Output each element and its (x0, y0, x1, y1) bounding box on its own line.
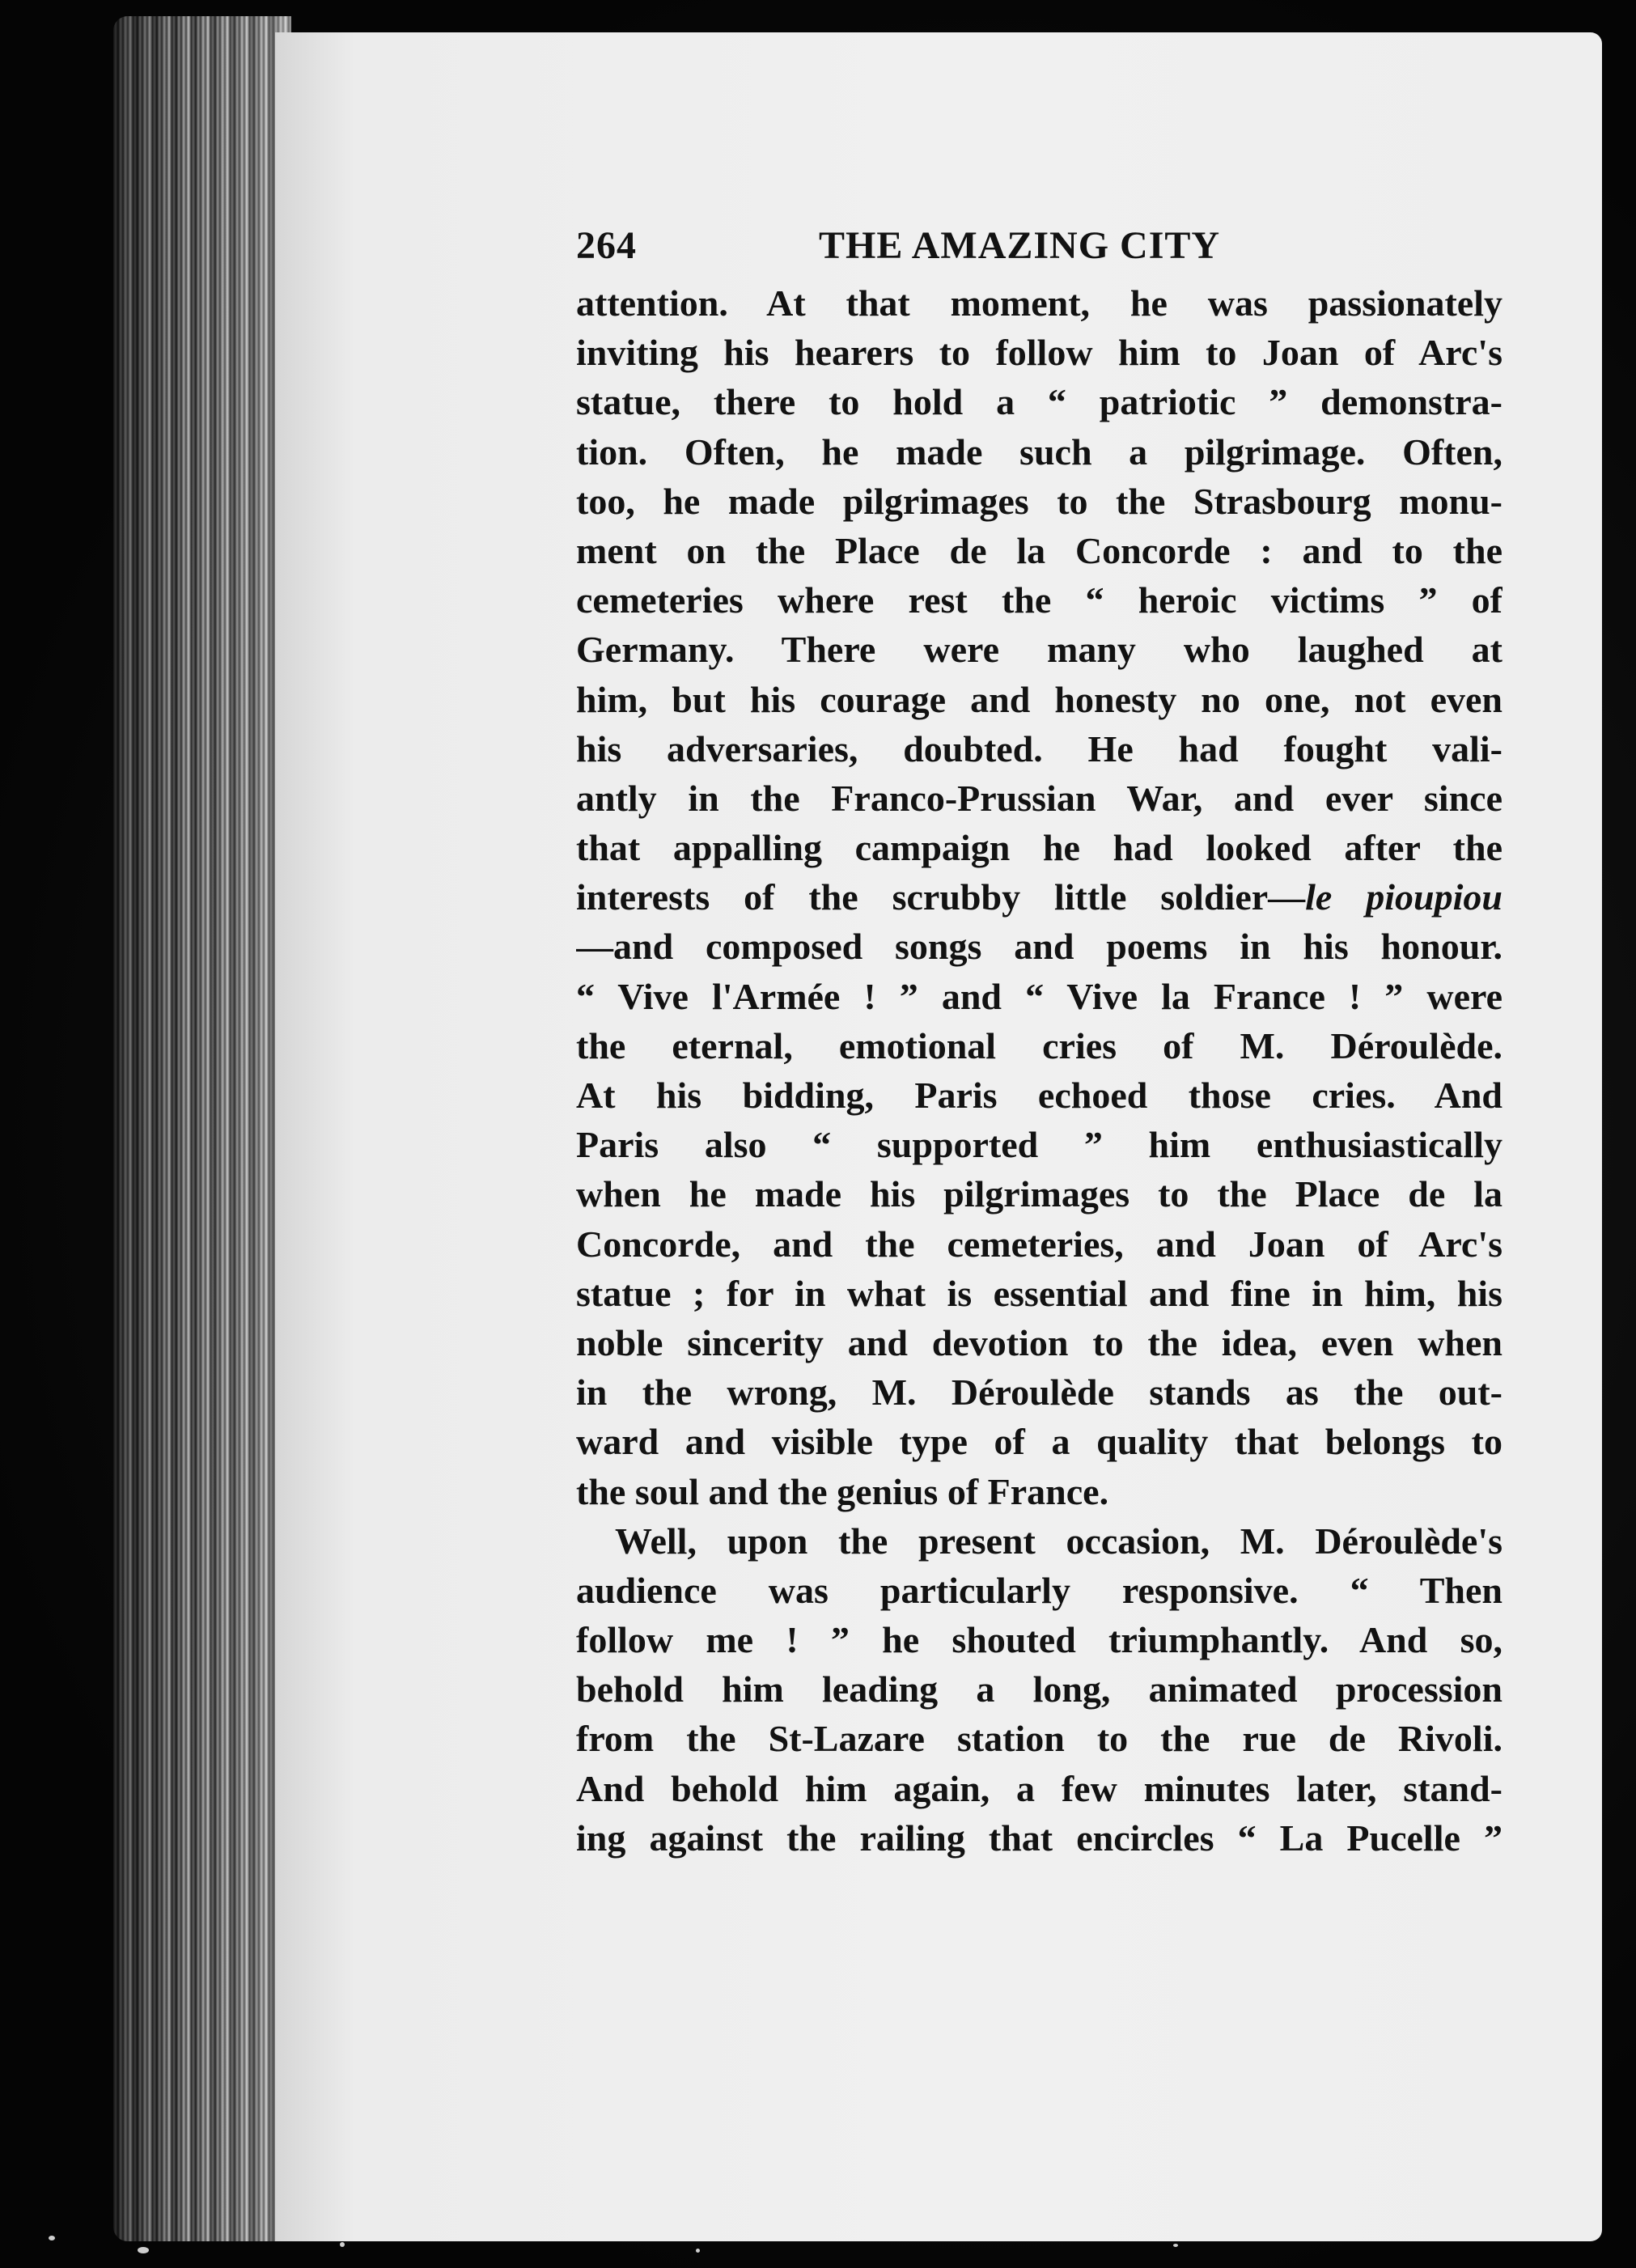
text-line: tion. Often, he made such a pilgrimage. Often, (576, 430, 1502, 473)
text-line: audience was particularly responsive. “ Then (576, 1569, 1502, 1611)
text-line: ment on the Place de la Concorde : and to the (576, 529, 1502, 571)
text-line-segment: interests of the scrubby little soldier— (576, 876, 1306, 918)
text-line: At his bidding, Paris echoed those cries. And (576, 1075, 1502, 1116)
text-line: cemeteries where rest the “ heroic victims ” of (576, 579, 1502, 621)
text-line-with-italic (576, 872, 1502, 922)
body-text (576, 278, 1502, 1863)
text-line: inviting his hearers to follow him to Joan of Arc's (576, 332, 1502, 374)
dust-speck (1173, 2244, 1178, 2247)
book-page-edges (113, 16, 291, 2241)
text-line: statue ; for in what is essential and fine in him, his (576, 1272, 1502, 1314)
text-line: Concorde, and the cemeteries, and Joan of Arc's (576, 1223, 1502, 1265)
text-line: when he made his pilgrimages to the Place de la (576, 1173, 1502, 1215)
text-line: his adversaries, doubted. He had fought vali- (576, 727, 1502, 769)
text-line: attention. At that moment, he was passionately (576, 282, 1502, 324)
text-line: the eternal, emotional cries of M. Déroulède. (576, 1024, 1502, 1066)
text-line: antly in the Franco-Prussian War, and ever since (576, 777, 1502, 819)
text-line: noble sincerity and devotion to the idea, even when (576, 1321, 1502, 1363)
scan-dust-specks (0, 2219, 1636, 2268)
text-line: behold him leading a long, animated procession (576, 1668, 1502, 1711)
page-text-block (576, 218, 1502, 1863)
text-line: too, he made pilgrimages to the Strasbourg monu- (576, 480, 1502, 522)
text-line: in the wrong, M. Déroulède stands as the out- (576, 1371, 1502, 1414)
text-line: —and composed songs and poems in his honour. (576, 926, 1502, 968)
dust-speck (340, 2242, 345, 2247)
dust-speck (138, 2247, 149, 2253)
text-line: Germany. There were many who laughed at (576, 629, 1502, 671)
running-title: THE AMAZING CITY (819, 224, 1221, 267)
page-number: 264 (576, 224, 637, 267)
text-line: ing against the railing that encircles “ La Pucelle ” (576, 1817, 1502, 1859)
text-line: follow me ! ” he shouted triumphantly. And so, (576, 1619, 1502, 1661)
text-line: And behold him again, a few minutes later, stand- (576, 1767, 1502, 1809)
text-line: “ Vive l'Armée ! ” and “ Vive la France ! ” were (576, 975, 1502, 1017)
running-head (576, 218, 1502, 275)
text-line: Paris also “ supported ” him enthusiastically (576, 1124, 1502, 1166)
text-line: that appalling campaign he had looked after the (576, 827, 1502, 869)
text-line: from the St-Lazare station to the rue de Rivoli. (576, 1718, 1502, 1760)
text-line: statue, there to hold a “ patriotic ” demonstra- (576, 381, 1502, 423)
italic-phrase: le pioupiou (1305, 876, 1502, 918)
dust-speck (696, 2249, 700, 2253)
text-line: Well, upon the present occasion, M. Déroulède's (615, 1520, 1502, 1562)
text-line: him, but his courage and honesty no one, not even (576, 678, 1502, 720)
text-line: the soul and the genius of France. (576, 1470, 1109, 1512)
text-line: ward and visible type of a quality that belongs to (576, 1421, 1502, 1463)
dust-speck (49, 2236, 55, 2240)
